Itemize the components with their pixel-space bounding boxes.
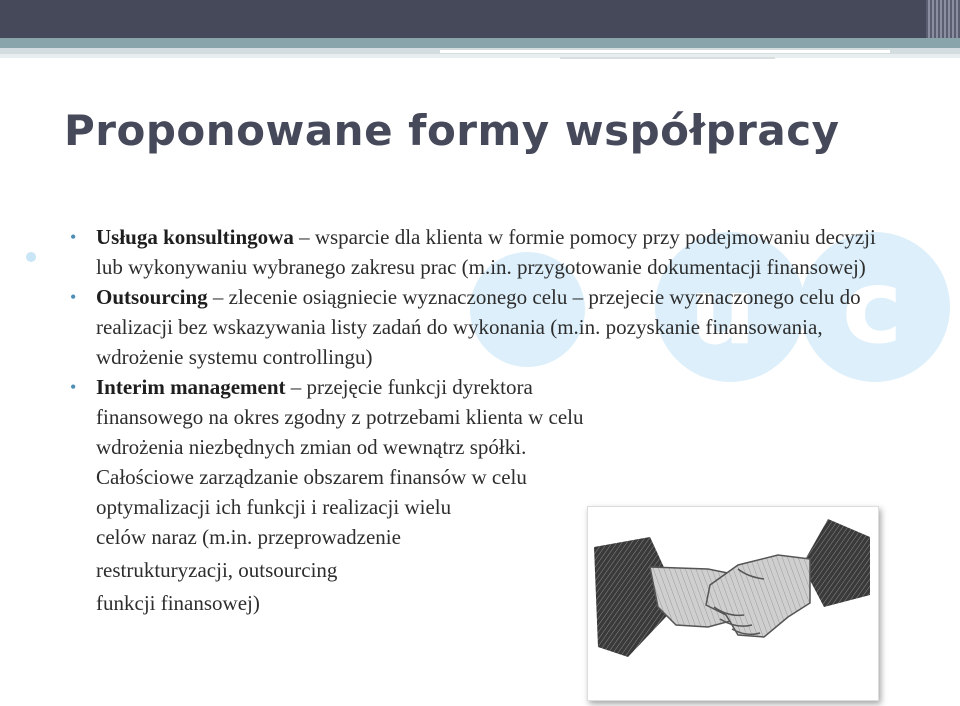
continuation-line: restrukturyzacji, outsourcing xyxy=(96,558,338,582)
bullet-list xyxy=(66,222,906,522)
handshake-image xyxy=(587,506,879,701)
bullet-icon: • xyxy=(70,227,77,247)
accent-bar-faint xyxy=(0,54,960,58)
handshake-illustration xyxy=(588,507,878,700)
bullet-icon: • xyxy=(70,287,77,307)
bullet-term: Usługa konsultingowa xyxy=(96,225,294,249)
bullet-icon: • xyxy=(70,377,77,397)
top-decor-bar xyxy=(0,0,960,38)
bullet-item-consulting xyxy=(66,222,906,282)
bullet-term: Interim management xyxy=(96,375,286,399)
decorative-dot xyxy=(26,252,36,262)
bullet-term: Outsourcing xyxy=(96,285,208,309)
watermark-letter: c xyxy=(842,248,903,367)
top-decor-stripes xyxy=(926,0,960,38)
continuation-line: funkcji finansowej) xyxy=(96,591,260,615)
slide-title: Proponowane formy współpracy xyxy=(64,106,840,155)
accent-line xyxy=(440,50,890,53)
continuation-line: celów naraz (m.in. przeprowadzenie xyxy=(96,525,401,549)
bullet-item-outsourcing xyxy=(66,282,906,372)
bullet-text: – wsparcie dla klienta w formie pomocy przy podejmowaniu decyzji lub wykonywaniu wybranego zakresu prac (m.in. przygotowanie dokumentacji finansowej) xyxy=(96,225,876,279)
accent-line-short xyxy=(560,57,775,59)
watermark-letter: u xyxy=(690,258,756,365)
bullet-item-interim xyxy=(66,372,906,522)
accent-bar xyxy=(0,38,960,48)
bullet-text: – zlecenie osiągniecie wyznaczonego celu – przejecie wyznaczonego celu do realizacji bez wskazywania listy zadań do wykonania (m.in. pozyskanie finansowania, wdrożenie systemu controllingu) xyxy=(96,285,861,369)
bullet-text: – przejęcie funkcji dyrektora finansowego na okres zgodny z potrzebami klienta w celu wdrożenia niezbędnych zmian od wewnątrz spółki. Całościowe zarządzanie obszarem finansów w celu optymalizacji ich funkcji i realizacji wielu xyxy=(96,375,584,519)
